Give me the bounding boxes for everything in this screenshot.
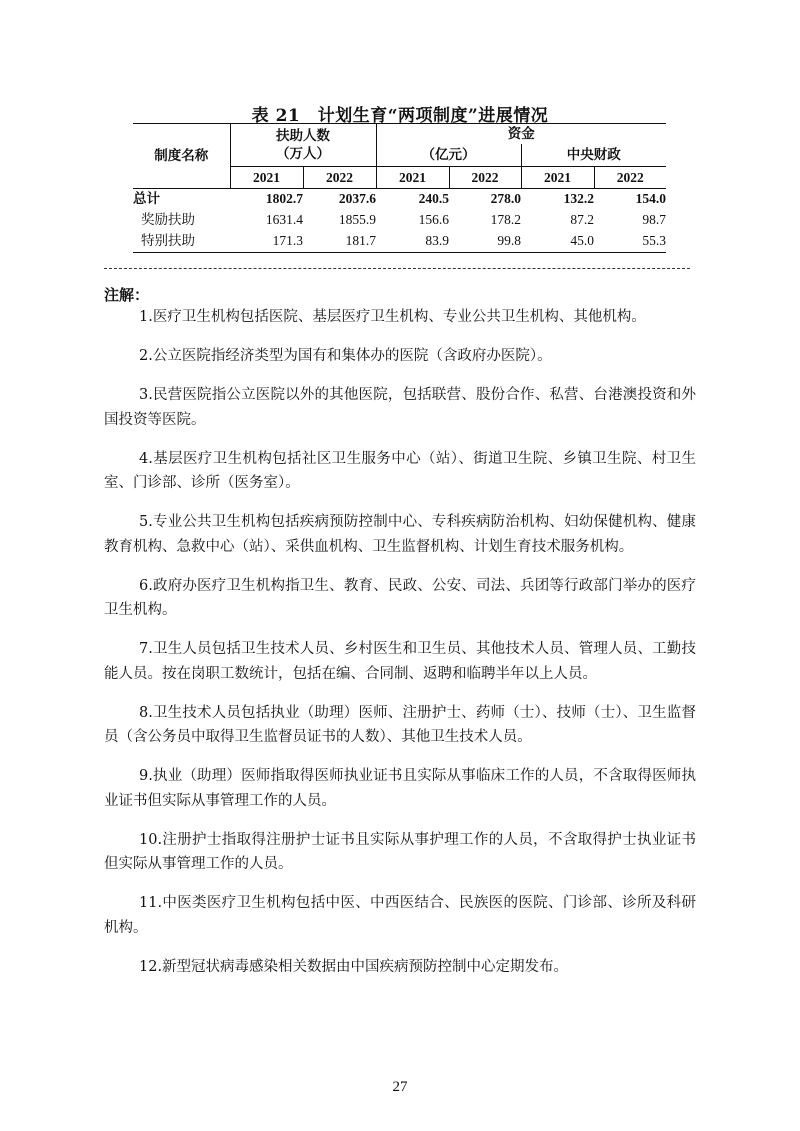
note-item: 11.中医类医疗卫生机构包括中医、中西医结合、民族医的医院、门诊部、诊所及科研机构。 [104, 895, 696, 936]
cell-value: 1802.7 [265, 191, 303, 207]
table-title: 表 21 计划生育“两项制度”进展情况 [251, 106, 549, 126]
cell-value: 83.9 [376, 231, 449, 253]
header-funds-line2: （亿元） [376, 144, 521, 167]
cell-value: 99.8 [449, 231, 521, 253]
year-header: 2021 [521, 167, 594, 189]
header-people-line2: （万人） [276, 146, 330, 161]
header-name: 制度名称 [133, 124, 230, 189]
family-planning-table [133, 123, 666, 253]
note-item: 2.公立医院指经济类型为国有和集体办的医院（含政府办医院）。 [139, 348, 552, 364]
cell-value: 154.0 [635, 191, 666, 207]
page-number: 27 [392, 1079, 408, 1095]
row-label: 总计 [133, 191, 160, 207]
note-item: 6.政府办医疗卫生机构指卫生、教育、民政、公安、司法、兵团等行政部门举办的医疗卫生机构。 [104, 577, 696, 618]
year-header: 2022 [303, 167, 376, 189]
row-label: 特别扶助 [133, 231, 230, 253]
cell-value: 132.2 [563, 191, 594, 207]
cell-value: 87.2 [570, 212, 594, 227]
header-people [230, 124, 376, 167]
year-header: 2021 [230, 167, 303, 189]
note-item: 8.卫生技术人员包括执业（助理）医师、注册护士、药师（士）、技师（士）、卫生监督员（含公务员中取得卫生监督员证书的人数）、其他卫生技术人员。 [104, 704, 696, 745]
cell-value: 1855.9 [338, 212, 376, 227]
year-header: 2021 [376, 167, 449, 189]
cell-value: 181.7 [303, 231, 376, 253]
note-item: 5.专业公共卫生机构包括疾病预防控制中心、专科疾病防治机构、妇幼保健机构、健康教育机构、急救中心（站）、采供血机构、卫生监督机构、计划生育技术服务机构。 [104, 514, 696, 555]
notes-list [104, 305, 696, 982]
table-row [133, 210, 666, 231]
table-row [133, 189, 666, 210]
note-item: 4.基层医疗卫生机构包括社区卫生服务中心（站）、街道卫生院、乡镇卫生院、村卫生室、门诊部、诊所（医务室）。 [104, 450, 696, 491]
cell-value: 240.5 [418, 191, 449, 207]
note-item: 12.新型冠状病毒感染相关数据由中国疾病预防控制中心定期发布。 [139, 958, 569, 975]
year-header: 2022 [594, 167, 666, 189]
header-central: 中央财政 [521, 144, 666, 167]
cell-value: 278.0 [490, 191, 521, 207]
cell-value: 55.3 [594, 231, 666, 253]
note-item: 10.注册护士指取得注册护士证书且实际从事护理工作的人员，不含取得护士执业证书但实际从事管理工作的人员。 [104, 831, 696, 872]
note-item: 3.民营医院指公立医院以外的其他医院，包括联营、股份合作、私营、台港澳投资和外国投资等医院。 [104, 387, 696, 428]
header-funds-line1: 资金 [376, 124, 666, 144]
dashed-divider [104, 268, 690, 269]
table-row [133, 231, 666, 253]
cell-value: 156.6 [418, 212, 449, 227]
cell-value: 98.7 [642, 212, 666, 227]
cell-value: 2037.6 [338, 191, 376, 207]
header-people-line1: 扶助人数 [276, 128, 330, 143]
cell-value: 1631.4 [265, 212, 303, 227]
note-item: 7.卫生人员包括卫生技术人员、乡村医生和卫生员、其他技术人员、管理人员、工勤技能人员。按在岗职工数统计，包括在编、合同制、返聘和临聘半年以上人员。 [104, 641, 696, 682]
year-header: 2022 [449, 167, 521, 189]
cell-value: 45.0 [521, 231, 594, 253]
cell-value: 178.2 [490, 212, 521, 227]
note-item: 9.执业（助理）医师指取得医师执业证书且实际从事临床工作的人员，不含取得医师执业证书但实际从事管理工作的人员。 [104, 768, 696, 809]
row-label: 奖励扶助 [141, 212, 195, 227]
note-item: 1.医疗卫生机构包括医院、基层医疗卫生机构、专业公共卫生机构、其他机构。 [139, 309, 646, 325]
cell-value: 171.3 [230, 231, 303, 253]
notes-heading: 注解： [104, 286, 150, 304]
